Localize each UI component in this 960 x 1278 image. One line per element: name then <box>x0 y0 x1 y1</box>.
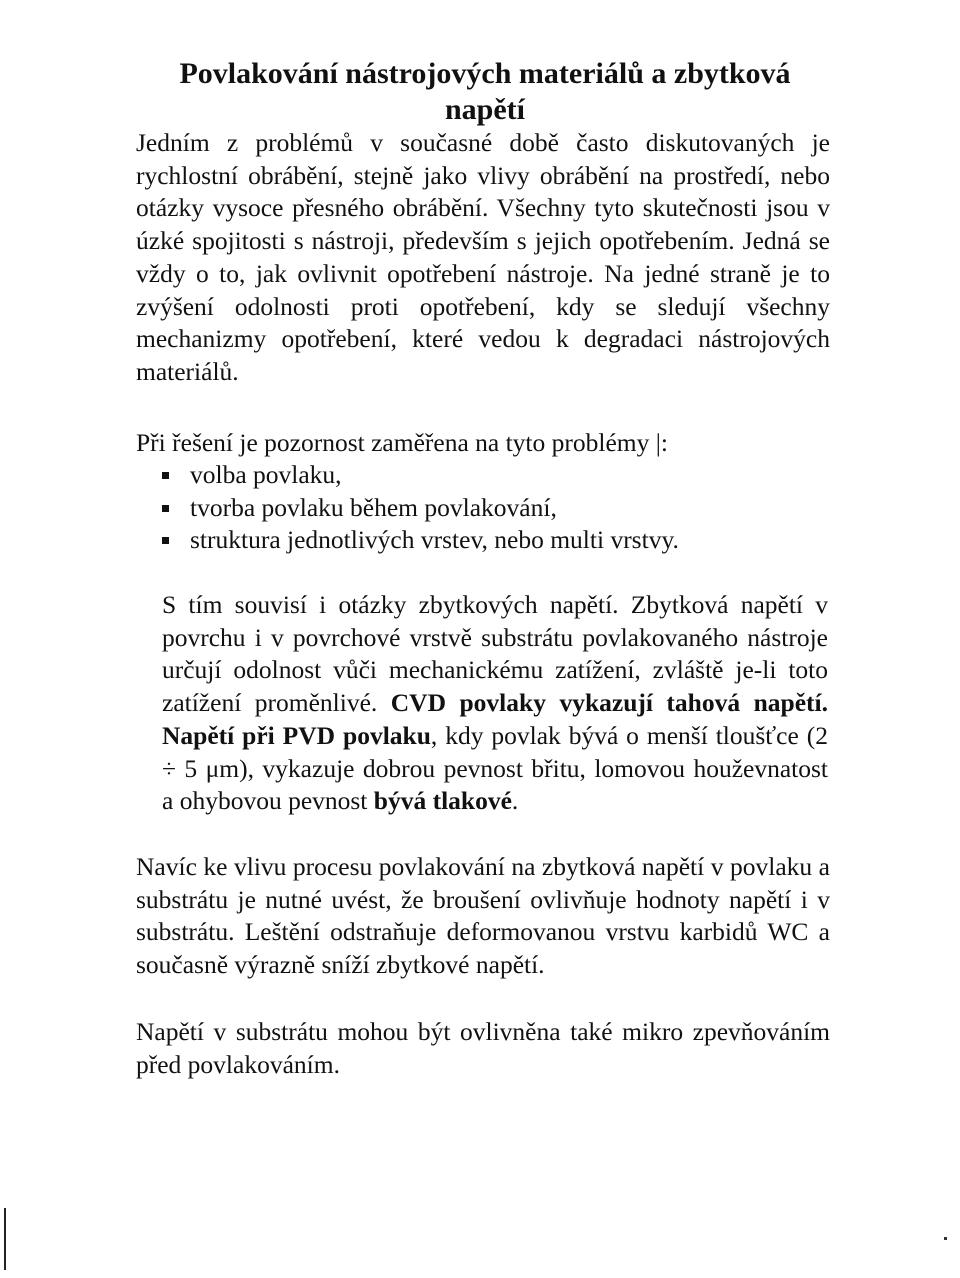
list-item: struktura jednotlivých vrstev, nebo multi vrstvy. <box>158 524 818 557</box>
paragraph-text: . <box>511 786 519 816</box>
paragraph-text: S tím souvisí i otázky zbytkových napětí. Zbytková napětí v povrchu i v povrchové vrstvě substrátu povlakovaného nástroje určují odolnost vůči mechanickému zatížení, zvláště je-li toto zatížení proměnlivé. <box>162 590 828 718</box>
scan-artifact-line <box>4 1208 6 1270</box>
paragraph-text: , kdy povlak bývá o menší tloušťce (2 ÷ 5 μm), vykazuje dobrou pevnost břitu, lomovou houževnatost a ohybovou pevnost <box>162 720 828 816</box>
bold-text: CVD povlaky vykazují tahová napětí. Napětí při PVD povlaku <box>162 688 828 750</box>
problem-list <box>158 459 818 557</box>
page-title: Povlakování nástrojových materiálů a zbytková napětí <box>179 57 791 126</box>
list-item: volba povlaku, <box>158 459 818 492</box>
paragraph-substrate: Napětí v substrátu mohou být ovlivněna také mikro zpevňováním před povlakováním. <box>136 1017 830 1079</box>
list-item: tvorba povlaku během povlakování, <box>158 492 818 525</box>
paragraph-intro: Jedním z problémů v současné době často diskutovaných je rychlostní obrábění, stejně jako vlivy obrábění na prostředí, nebo otázky vysoce přesného obrábění. Všechny tyto skutečnosti jsou v úzké spojitosti s nástroji, především s jejich opotřebením. Jedná se vždy o to, jak ovlivnit opotřebení nástroje. Na jedné straně je to zvýšení odolnosti proti opotřebení, kdy se sledují všechny mechanizmy opotřebení, které vedou k degradaci nástrojových materiálů. <box>136 128 830 386</box>
paragraph-residual-stress <box>162 589 828 818</box>
paragraph-grinding: Navíc ke vlivu procesu povlakování na zbytková napětí v povlaku a substrátu je nutné uvést, že broušení ovlivňuje hodnoty napětí i v substrátu. Leštění odstraňuje deformovanou vrstvu karbidů WC a současně výrazně sníží zbytkové napětí. <box>136 852 830 980</box>
paragraph-problems-intro: Při řešení je pozornost zaměřena na tyto problémy |: <box>136 428 668 457</box>
scan-artifact-dot <box>944 1237 947 1240</box>
bold-text: bývá tlakové <box>373 786 512 816</box>
